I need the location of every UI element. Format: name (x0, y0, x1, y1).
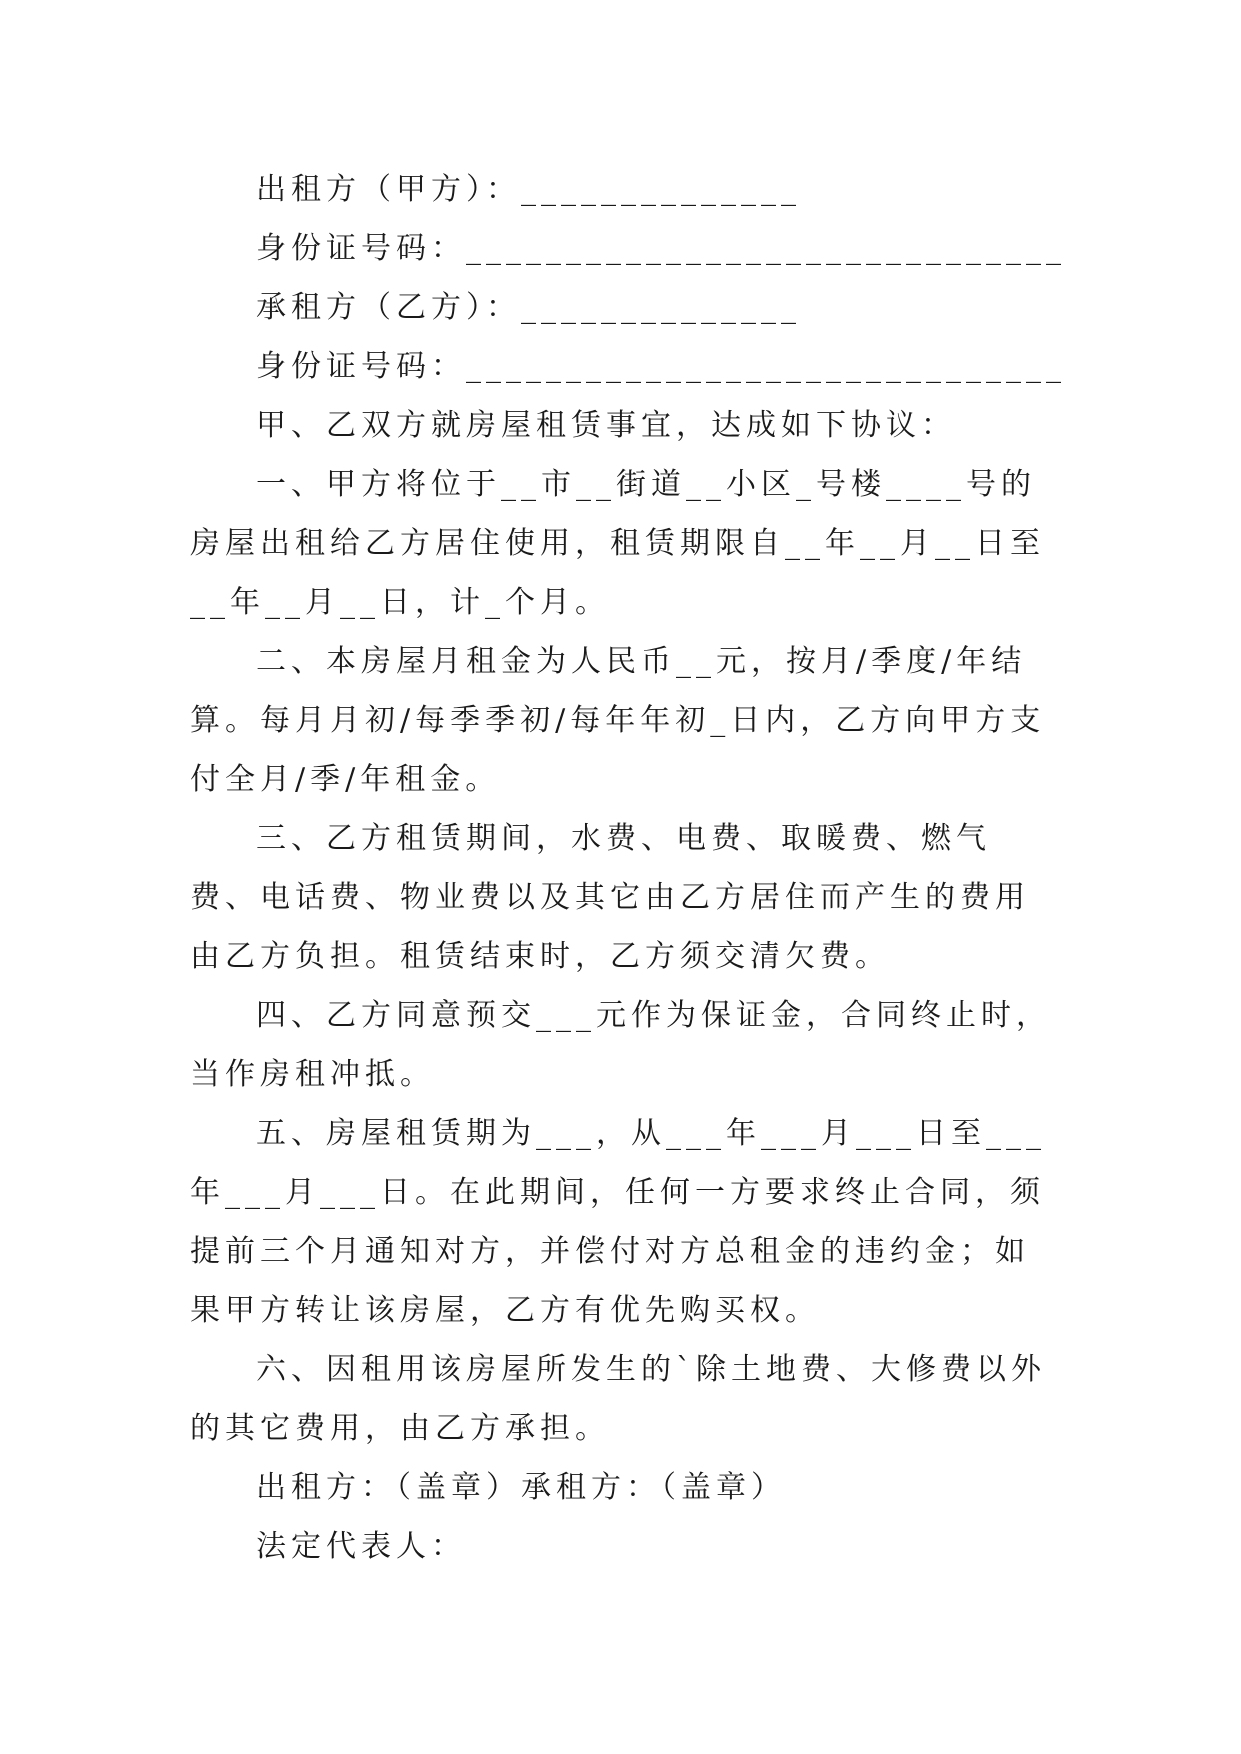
lessee-field (190, 278, 1060, 337)
lessee-blank: ______________ (521, 290, 801, 325)
clause-2: 二、本房屋月租金为人民币__元，按月/季度/年结算。每月月初/每季季初/每年年初_日内，乙方向甲方支付全月/季/年租金。 (190, 644, 1046, 797)
intro-text: 甲、乙双方就房屋租赁事宜，达成如下协议： (256, 408, 956, 443)
lessor-label: 出租方（甲方）： (256, 172, 521, 207)
legal-representative: 法定代表人： (256, 1529, 466, 1564)
lessee-id-blank: ______________________________ (466, 349, 1066, 384)
lessor-id-blank: ______________________________ (466, 231, 1066, 266)
lessor-field (190, 160, 1060, 219)
lessor-id-field (190, 219, 1066, 278)
clause-1: 一、甲方将位于__市__街道__小区_号楼____号的房屋出租给乙方居住使用，租赁期限自__年__月__日至__年__月__日，计_个月。 (190, 467, 1045, 620)
clause-5: 五、房屋租赁期为___，从___年___月___日至___年___月___日。在此期间，任何一方要求终止合同，须提前三个月通知对方，并偿付对方总租金的违约金；如果甲方转让该房屋，乙方有优先购买权。 (190, 1116, 1046, 1328)
clause-6: 六、因租用该房屋所发生的`除土地费、大修费以外的其它费用，由乙方承担。 (190, 1352, 1046, 1446)
lessee-id-field (190, 337, 1066, 396)
lessee-id-label: 身份证号码： (256, 349, 466, 384)
clause-4: 四、乙方同意预交___元作为保证金，合同终止时，当作房租冲抵。 (190, 998, 1051, 1092)
contract-body (190, 160, 1066, 1576)
lessor-blank: ______________ (521, 172, 801, 207)
signature-parties: 出租方：（盖章）承租方：（盖章） (256, 1470, 786, 1505)
lessee-label: 承租方（乙方）： (256, 290, 521, 325)
clause-3: 三、乙方租赁期间，水费、电费、取暖费、燃气费、电话费、物业费以及其它由乙方居住而产生的费用由乙方负担。租赁结束时，乙方须交清欠费。 (190, 821, 1030, 974)
lessor-id-label: 身份证号码： (256, 231, 466, 266)
